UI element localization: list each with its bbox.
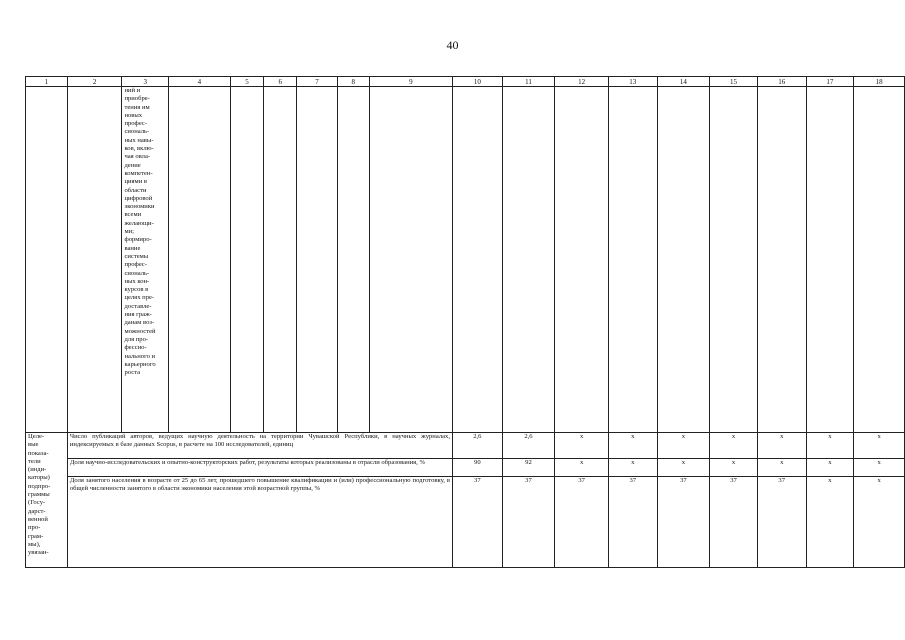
indicator-value: x — [806, 433, 854, 459]
text-line: данам воз- — [124, 319, 155, 327]
text-line: доставле- — [124, 302, 152, 310]
text-line: Целе- — [28, 433, 45, 440]
indicator-value: x — [806, 459, 854, 477]
indicator-text: Число публикаций авторов, ведущих научную деятельность на территории Чувашской Республики, в научных журналах, индексируемых в базе данных Scopus, в расчете на 100 исследователей, единиц — [67, 433, 452, 459]
indicator-value: 37 — [608, 477, 657, 568]
indicator-value: x — [854, 459, 905, 477]
text-line: фессио- — [124, 344, 147, 352]
text-line: приобре- — [124, 95, 150, 103]
text-line: чая овла- — [124, 153, 151, 161]
indicator-text: Доля занятого населения в возрасте от 25 до 65 лет, прошедшего повышение квалификации и (или) профессиональную подготовку, в общей численности занятого в области экономики населения этой возрастной группы, % — [67, 477, 452, 568]
text-line: новых — [124, 111, 143, 119]
text-line: сиональ- — [124, 269, 150, 277]
text-line: сиональ- — [124, 128, 150, 136]
indicator-value: x — [608, 433, 657, 459]
column-number-row — [26, 77, 905, 87]
text-line: экономики — [124, 203, 155, 211]
task-description-cell — [122, 87, 169, 433]
indicator-value: x — [657, 433, 710, 459]
indicator-value: 37 — [452, 477, 502, 568]
indicator-value: x — [757, 433, 806, 459]
text-line: системы — [124, 252, 149, 260]
indicator-value: x — [657, 459, 710, 477]
text-line: грам- — [28, 532, 44, 540]
col-header: 12 — [555, 77, 609, 87]
text-line: компетен- — [124, 169, 153, 177]
col-header: 1 — [26, 77, 68, 87]
col-header: 4 — [169, 77, 231, 87]
indicator-value: 37 — [757, 477, 806, 568]
text-line: целях пре- — [124, 294, 155, 302]
indicator-value: 2,6 — [452, 433, 502, 459]
text-line: карьерного — [124, 360, 156, 368]
col-header: 14 — [657, 77, 710, 87]
col-header: 18 — [854, 77, 905, 87]
text-line: всеми — [124, 211, 142, 219]
text-line: подпро- — [28, 482, 51, 490]
text-line: венной — [28, 515, 48, 523]
indicator-row — [26, 477, 905, 568]
continuation-row — [26, 87, 905, 433]
text-line: показа- — [28, 449, 49, 457]
text-line: мы), — [28, 540, 41, 548]
text-line: (Госу- — [28, 499, 46, 507]
indicator-value: 37 — [710, 477, 758, 568]
text-line: тения им — [124, 103, 150, 111]
text-line: граммы — [28, 491, 50, 499]
indicator-value: 37 — [555, 477, 609, 568]
text-line: курсов в — [124, 286, 149, 294]
col-header: 17 — [806, 77, 854, 87]
text-line: ния граж- — [124, 311, 152, 319]
text-line: профес- — [124, 120, 148, 128]
text-line: дение — [124, 161, 141, 169]
col-header: 13 — [608, 77, 657, 87]
text-line: области — [124, 186, 147, 194]
text-line: каторы) — [28, 474, 50, 482]
indicator-value: x — [555, 459, 609, 477]
program-indicators-table — [25, 76, 905, 568]
col-header: 7 — [297, 77, 338, 87]
col-header: 5 — [230, 77, 264, 87]
text-line: (инди- — [28, 466, 47, 474]
text-line: циями в — [124, 178, 147, 186]
col-header: 8 — [337, 77, 369, 87]
indicator-text: Доля научно-исследовательских и опытно-конструкторских работ, результаты которых реализованы в отрасли образования, % — [67, 459, 452, 477]
indicator-value: 2,6 — [502, 433, 555, 459]
text-line: дарст- — [28, 507, 46, 515]
indicator-value: 92 — [502, 459, 555, 477]
section-label-cell — [26, 433, 68, 568]
indicator-value: x — [757, 459, 806, 477]
col-header: 2 — [67, 77, 122, 87]
text-line: нального и — [124, 352, 156, 360]
indicator-row — [26, 459, 905, 477]
text-line: можностей — [124, 327, 156, 335]
col-header: 16 — [757, 77, 806, 87]
indicator-value: 90 — [452, 459, 502, 477]
col-header: 9 — [369, 77, 452, 87]
text-line: вые — [28, 441, 39, 449]
col-header: 3 — [122, 77, 169, 87]
indicator-value: 37 — [502, 477, 555, 568]
text-line: цифровой — [124, 194, 153, 202]
indicator-value: x — [710, 459, 758, 477]
indicator-value: x — [806, 477, 854, 568]
text-line: ми; — [124, 228, 134, 236]
text-line: увязан- — [28, 549, 49, 557]
col-header: 11 — [502, 77, 555, 87]
col-header: 15 — [710, 77, 758, 87]
text-line: желающи- — [124, 219, 154, 227]
indicator-value: x — [608, 459, 657, 477]
text-line: ний и — [124, 87, 141, 94]
text-line: роста — [124, 369, 141, 377]
text-line: ных кон- — [124, 277, 150, 285]
text-line: для про- — [124, 335, 149, 343]
indicator-value: 37 — [657, 477, 710, 568]
text-line: профес- — [124, 261, 148, 269]
indicator-value: x — [555, 433, 609, 459]
indicator-value: x — [854, 433, 905, 459]
col-header: 10 — [452, 77, 502, 87]
text-line: ков, вклю- — [124, 145, 154, 153]
indicator-value: x — [854, 477, 905, 568]
text-line: тели — [28, 457, 41, 465]
indicator-row — [26, 433, 905, 459]
text-line: формиро- — [124, 236, 152, 244]
text-line: вание — [124, 244, 141, 252]
text-line: ных навы- — [124, 136, 154, 144]
col-header: 6 — [264, 77, 297, 87]
indicator-value: x — [710, 433, 758, 459]
text-line: про- — [28, 524, 41, 532]
page-number: 40 — [446, 38, 459, 52]
